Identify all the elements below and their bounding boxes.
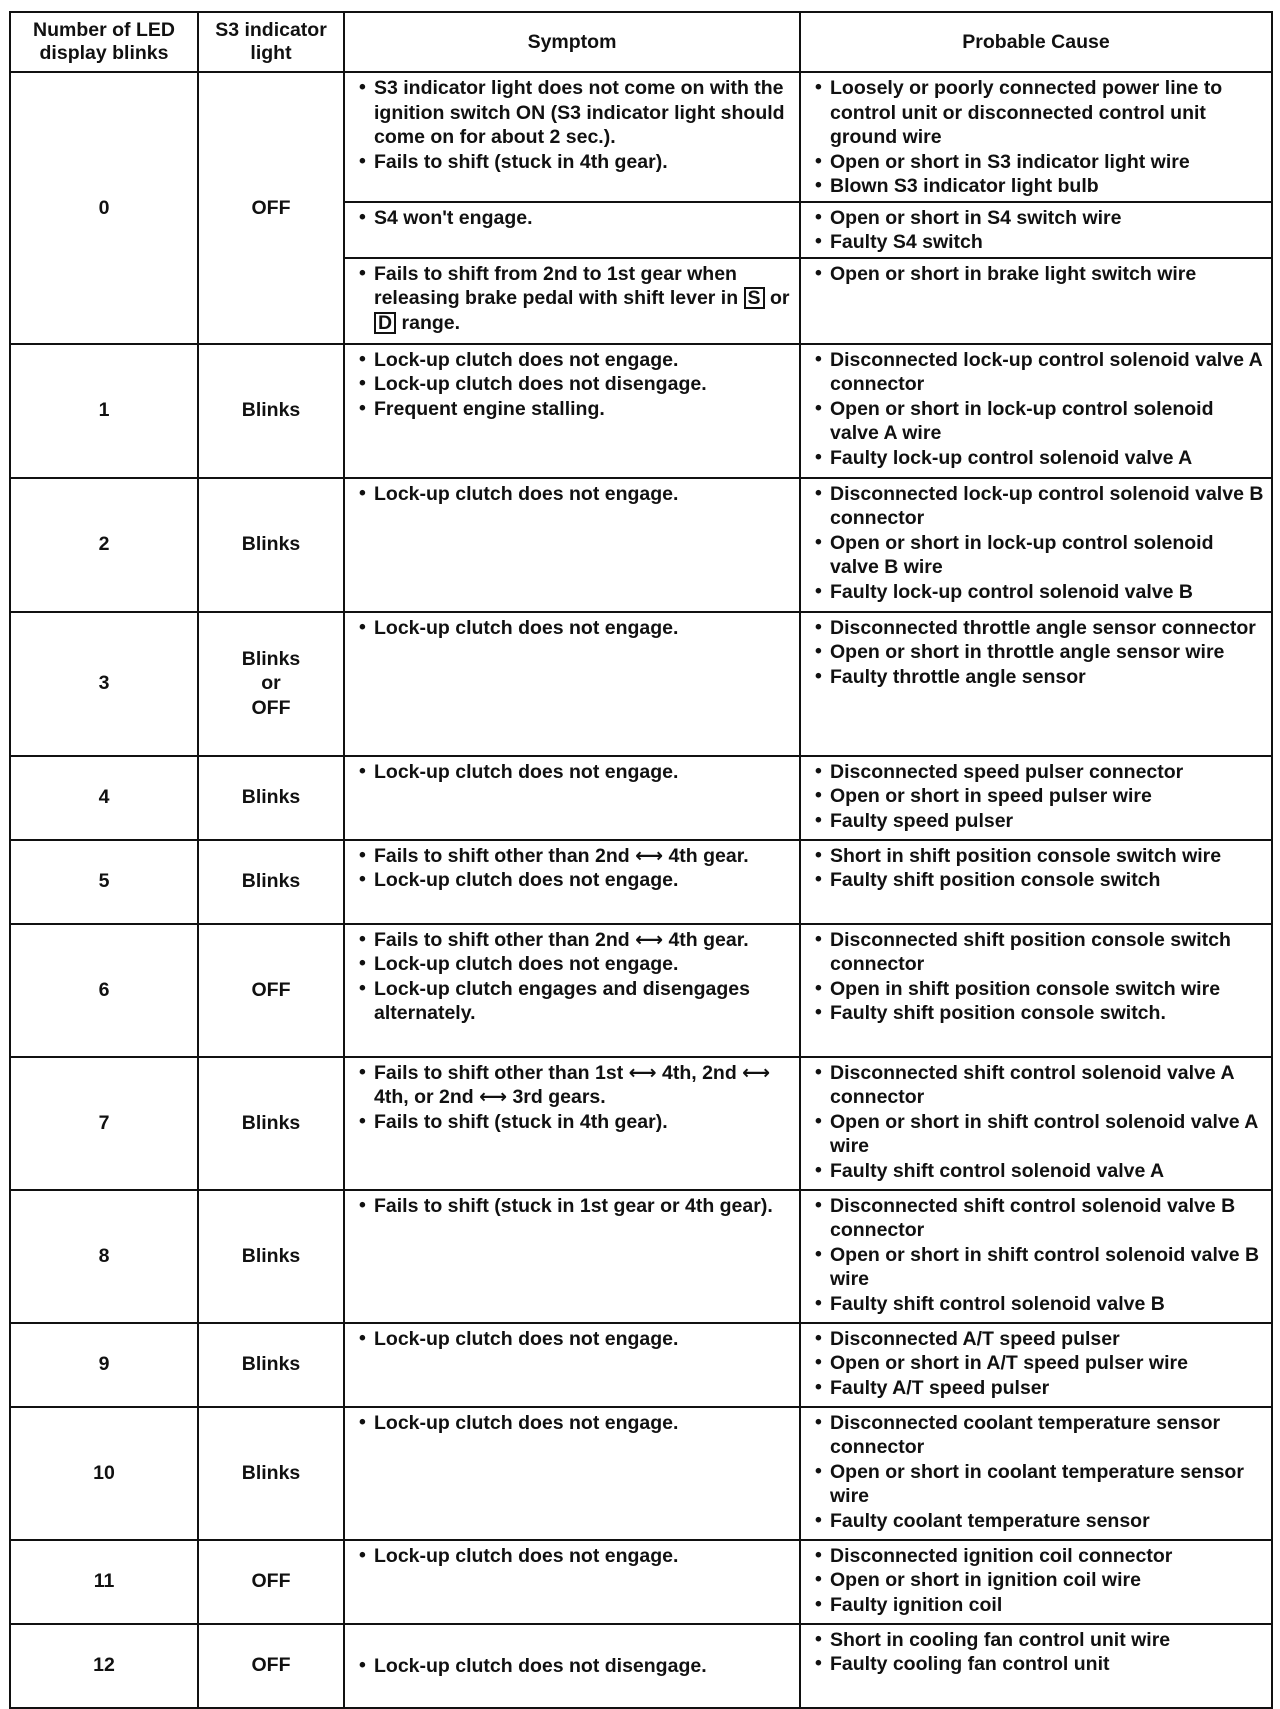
s3-indicator-value: Blinks [198,840,344,924]
table-row [10,1540,1272,1624]
symptom-text-before: Fails to shift from 2nd to 1st gear when releasing brake pedal with shift lever in [374,262,744,309]
list-item: • Fails to shift other than 1st ⟷ 4th, 2nd ⟷ 4th, or 2nd ⟷ 3rd gears. [359,1061,793,1110]
header-led-blinks: Number of LED display blinks [10,12,198,72]
symptom-cell [344,344,800,478]
cause-cell [800,1057,1272,1190]
led-blinks-value: 1 [10,344,198,478]
list-item: • Fails to shift (stuck in 4th gear). [359,1110,793,1135]
list-item: • Lock-up clutch engages and disengages alternately. [359,977,793,1026]
table-row [10,1407,1272,1540]
list-item: • Lock-up clutch does not engage. [359,482,793,507]
s3-indicator-value: OFF [198,924,344,1057]
diagnostic-table-sheet [9,11,1271,1709]
cause-cell [800,1540,1272,1624]
list-item: • Open or short in ignition coil wire [815,1568,1265,1593]
list-item: • Lock-up clutch does not engage. [359,1327,793,1352]
list-item: • Open or short in lock-up control solenoid valve B wire [815,531,1265,580]
table-row [10,924,1272,1057]
list-item: • Disconnected lock-up control solenoid valve B connector [815,482,1265,531]
list-item: • Short in cooling fan control unit wire [815,1628,1265,1653]
symptom-cell [344,1323,800,1407]
s3-indicator-value: Blinks [198,1323,344,1407]
header-symptom: Symptom [344,12,800,72]
symptom-cell [344,478,800,612]
list-item: • Faulty A/T speed pulser [815,1376,1265,1401]
list-item: • Faulty throttle angle sensor [815,665,1265,690]
table-row [10,344,1272,478]
s3-indicator-value: OFF [198,1624,344,1708]
s3-indicator-value: Blinks [198,344,344,478]
symptom-text-after: range. [396,311,461,334]
list-item: • Disconnected A/T speed pulser [815,1327,1265,1352]
cause-cell [800,1624,1272,1708]
cause-cell [800,1323,1272,1407]
table-row [10,1323,1272,1407]
symptom-cell [344,612,800,756]
symptom-cell [344,1540,800,1624]
list-item: • Blown S3 indicator light bulb [815,174,1265,199]
led-blinks-value: 4 [10,756,198,840]
list-item: • Disconnected shift control solenoid valve A connector [815,1061,1265,1110]
cause-cell [800,612,1272,756]
list-item: • S3 indicator light does not come on with the ignition switch ON (S3 indicator light should come on for about 2 sec.). [359,76,793,150]
list-item: • Lock-up clutch does not disengage. [359,1654,793,1679]
table-row [10,72,1272,202]
list-item: • Open or short in shift control solenoid valve A wire [815,1110,1265,1159]
cause-cell [800,258,1272,344]
led-blinks-value: 10 [10,1407,198,1540]
led-blinks-value: 6 [10,924,198,1057]
header-s3-indicator: S3 indicator light [198,12,344,72]
cause-cell [800,72,1272,202]
list-item: • Lock-up clutch does not engage. [359,1544,793,1569]
list-item: • Disconnected speed pulser connector [815,760,1265,785]
s3-indicator-value: Blinks [198,1057,344,1190]
table-row [10,756,1272,840]
shift-range-d-box: D [374,312,396,334]
list-item: • Lock-up clutch does not disengage. [359,372,793,397]
list-item: • Disconnected ignition coil connector [815,1544,1265,1569]
cause-cell [800,924,1272,1057]
list-item: • Faulty shift control solenoid valve B [815,1292,1265,1317]
list-item: • Faulty coolant temperature sensor [815,1509,1265,1534]
symptom-cell [344,1624,800,1708]
list-item: • Open or short in S4 switch wire [815,206,1265,231]
list-item: • Disconnected coolant temperature sensor connector [815,1411,1265,1460]
list-item: • Open or short in brake light switch wire [815,262,1265,287]
s3-indicator-value: Blinks [198,1190,344,1323]
list-item: • Faulty shift position console switch [815,868,1265,893]
list-item: • Open or short in S3 indicator light wire [815,150,1265,175]
s3-indicator-value: Blinks [198,1407,344,1540]
list-item [359,262,793,336]
led-blinks-value: 3 [10,612,198,756]
table-row [10,1190,1272,1323]
list-item: • Disconnected lock-up control solenoid valve A connector [815,348,1265,397]
symptom-text-middle: or [764,287,790,309]
list-item: • Fails to shift (stuck in 1st gear or 4th gear). [359,1194,793,1219]
list-item: • Frequent engine stalling. [359,397,793,422]
cause-cell [800,344,1272,478]
list-item: • Lock-up clutch does not engage. [359,868,793,893]
s3-indicator-value: OFF [198,72,344,344]
list-item: • Faulty ignition coil [815,1593,1265,1618]
led-blinks-value: 11 [10,1540,198,1624]
led-blinks-value: 2 [10,478,198,612]
list-item: • Disconnected shift control solenoid valve B connector [815,1194,1265,1243]
list-item: • Lock-up clutch does not engage. [359,1411,793,1436]
list-item: • Open or short in coolant temperature sensor wire [815,1460,1265,1509]
led-blinks-value: 8 [10,1190,198,1323]
led-blinks-value: 7 [10,1057,198,1190]
table-row [10,1057,1272,1190]
led-blinks-value: 12 [10,1624,198,1708]
list-item: • Faulty S4 switch [815,230,1265,255]
list-item: • Fails to shift (stuck in 4th gear). [359,150,793,175]
cause-cell [800,478,1272,612]
symptom-cell [344,1407,800,1540]
table-row [10,478,1272,612]
table-header-row [10,12,1272,72]
list-item: • Lock-up clutch does not engage. [359,760,793,785]
list-item: • Lock-up clutch does not engage. [359,952,793,977]
list-item: • Faulty shift position console switch. [815,1001,1265,1026]
list-item: • Faulty speed pulser [815,809,1265,834]
list-item: • Fails to shift other than 2nd ⟷ 4th gear. [359,928,793,953]
cause-cell [800,202,1272,258]
list-item: • Open or short in lock-up control solenoid valve A wire [815,397,1265,446]
led-blinks-value: 5 [10,840,198,924]
list-item: • Faulty lock-up control solenoid valve A [815,446,1265,471]
symptom-cell [344,72,800,202]
list-item: • Open in shift position console switch wire [815,977,1265,1002]
led-blinks-value: 9 [10,1323,198,1407]
list-item: • Open or short in shift control solenoid valve B wire [815,1243,1265,1292]
s3-indicator-value: Blinks or OFF [198,612,344,756]
list-item: • Open or short in throttle angle sensor wire [815,640,1265,665]
list-item: • Disconnected shift position console switch connector [815,928,1265,977]
list-item: • S4 won't engage. [359,206,793,231]
symptom-cell [344,1190,800,1323]
list-item: • Loosely or poorly connected power line to control unit or disconnected control unit ground wire [815,76,1265,150]
symptom-cell [344,840,800,924]
list-item: • Fails to shift other than 2nd ⟷ 4th gear. [359,844,793,869]
cause-cell [800,756,1272,840]
header-probable-cause: Probable Cause [800,12,1272,72]
list-item: • Disconnected throttle angle sensor connector [815,616,1265,641]
led-blinks-value: 0 [10,72,198,344]
list-item: • Faulty cooling fan control unit [815,1652,1265,1677]
s3-indicator-value: OFF [198,1540,344,1624]
table-row [10,612,1272,756]
list-item: • Open or short in A/T speed pulser wire [815,1351,1265,1376]
list-item: • Short in shift position console switch wire [815,844,1265,869]
list-item: • Lock-up clutch does not engage. [359,348,793,373]
list-item: • Faulty shift control solenoid valve A [815,1159,1265,1184]
symptom-cell [344,258,800,344]
s3-indicator-value: Blinks [198,756,344,840]
cause-cell [800,840,1272,924]
symptom-cell [344,924,800,1057]
table-row [10,1624,1272,1708]
shift-range-s-box: S [744,287,765,309]
diagnostic-table [9,11,1273,1709]
symptom-cell [344,756,800,840]
cause-cell [800,1407,1272,1540]
list-item: • Open or short in speed pulser wire [815,784,1265,809]
symptom-cell [344,1057,800,1190]
list-item: • Lock-up clutch does not engage. [359,616,793,641]
cause-cell [800,1190,1272,1323]
symptom-cell [344,202,800,258]
list-item: • Faulty lock-up control solenoid valve B [815,580,1265,605]
s3-indicator-value: Blinks [198,478,344,612]
table-row [10,840,1272,924]
